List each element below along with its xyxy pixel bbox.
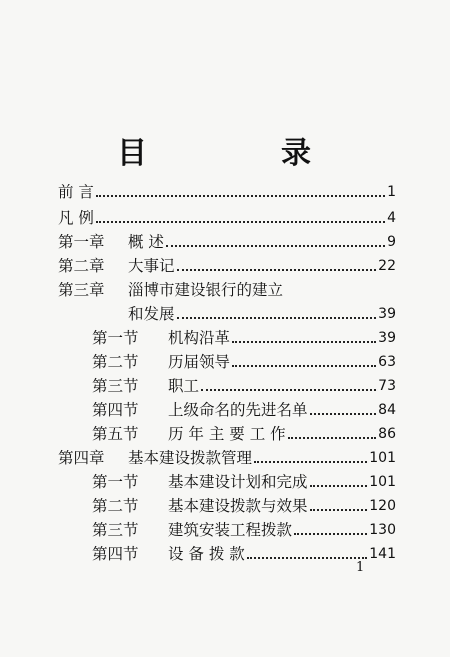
toc-entry-chapter-4[interactable] (58, 444, 396, 468)
toc-label: 第二章 (58, 257, 105, 275)
dot-leader (294, 533, 367, 535)
toc-page: 141 (369, 546, 396, 562)
toc-page: 4 (387, 210, 396, 226)
dot-leader (232, 365, 376, 367)
toc-entry-chapter-2[interactable] (58, 252, 396, 276)
page-number: 1 (356, 560, 365, 575)
toc-title: 历届领导 (168, 353, 231, 371)
toc-entry-section[interactable] (92, 540, 396, 564)
dot-leader (254, 461, 367, 463)
toc-entry-section[interactable] (92, 492, 396, 516)
toc-page: 22 (378, 258, 396, 274)
toc-title: 基本建设计划和完成 (168, 473, 308, 491)
toc-label: 第一章 (58, 233, 105, 251)
toc-label: 第四节 (92, 401, 139, 419)
toc-label: 第二节 (92, 497, 139, 515)
toc-title: 机构沿革 (168, 329, 231, 347)
toc-page: 86 (378, 426, 396, 442)
toc-title: 基本建设拨款管理 (128, 449, 253, 467)
toc-entry-section[interactable] (92, 420, 396, 444)
toc-entry-chapter-1[interactable] (58, 228, 396, 252)
dot-leader (96, 221, 385, 223)
toc-title: 设 备 拨 款 (168, 545, 245, 563)
toc-title: 基本建设拨款与效果 (168, 497, 308, 515)
toc-page: 84 (378, 402, 396, 418)
toc-entry-section[interactable] (92, 468, 396, 492)
dot-leader (177, 317, 377, 319)
toc-page: 1 (387, 184, 396, 200)
toc-label: 第四章 (58, 449, 105, 467)
dot-leader (201, 389, 376, 391)
toc-title: 上级命名的先进名单 (168, 401, 308, 419)
toc-title: 淄博市建设银行的建立 (128, 281, 284, 299)
toc-entry-section[interactable] (92, 372, 396, 396)
page-title: 目 录 (117, 136, 363, 171)
toc-page: 39 (378, 306, 396, 322)
toc-label: 第一节 (92, 473, 139, 491)
toc-title: 概 述 (128, 233, 164, 251)
toc-entry-section[interactable] (92, 516, 396, 540)
toc-page: 101 (369, 474, 396, 490)
toc-title: 历 年 主 要 工 作 (168, 425, 286, 443)
dot-leader (96, 195, 385, 197)
toc-page: 9 (387, 234, 396, 250)
dot-leader (288, 437, 377, 439)
dot-leader (232, 341, 376, 343)
toc-entry-notes[interactable] (58, 204, 396, 228)
dot-leader (177, 269, 377, 271)
toc-label: 第五节 (92, 425, 139, 443)
toc-title: 建筑安装工程拨款 (168, 521, 293, 539)
toc-entry-preface[interactable] (58, 178, 396, 202)
toc-label: 第三节 (92, 377, 139, 395)
toc-entry-section[interactable] (92, 324, 396, 348)
dot-leader (310, 509, 368, 511)
toc-label: 凡 例 (58, 209, 94, 227)
toc-label: 第三节 (92, 521, 139, 539)
toc-title: 职工 (168, 377, 200, 395)
toc-label: 第一节 (92, 329, 139, 347)
toc-entry-chapter-3[interactable] (58, 276, 396, 300)
toc-label: 第二节 (92, 353, 139, 371)
toc-entry-section[interactable] (92, 348, 396, 372)
toc-entry-section[interactable] (92, 396, 396, 420)
toc-page: 39 (378, 330, 396, 346)
dot-leader (310, 413, 377, 415)
dot-leader (166, 245, 385, 247)
toc-page: 73 (378, 378, 396, 394)
toc-title: 大事记 (128, 257, 175, 275)
toc-title: 和发展 (128, 305, 175, 323)
toc-page: 101 (369, 450, 396, 466)
toc-page: 120 (369, 498, 396, 514)
dot-leader (247, 557, 367, 559)
toc-label: 第三章 (58, 281, 105, 299)
toc-label: 前 言 (58, 183, 94, 201)
dot-leader (310, 485, 368, 487)
toc-page: 63 (378, 354, 396, 370)
toc-label: 第四节 (92, 545, 139, 563)
toc-page: 130 (369, 522, 396, 538)
toc-entry-chapter-3-cont[interactable] (128, 300, 396, 324)
